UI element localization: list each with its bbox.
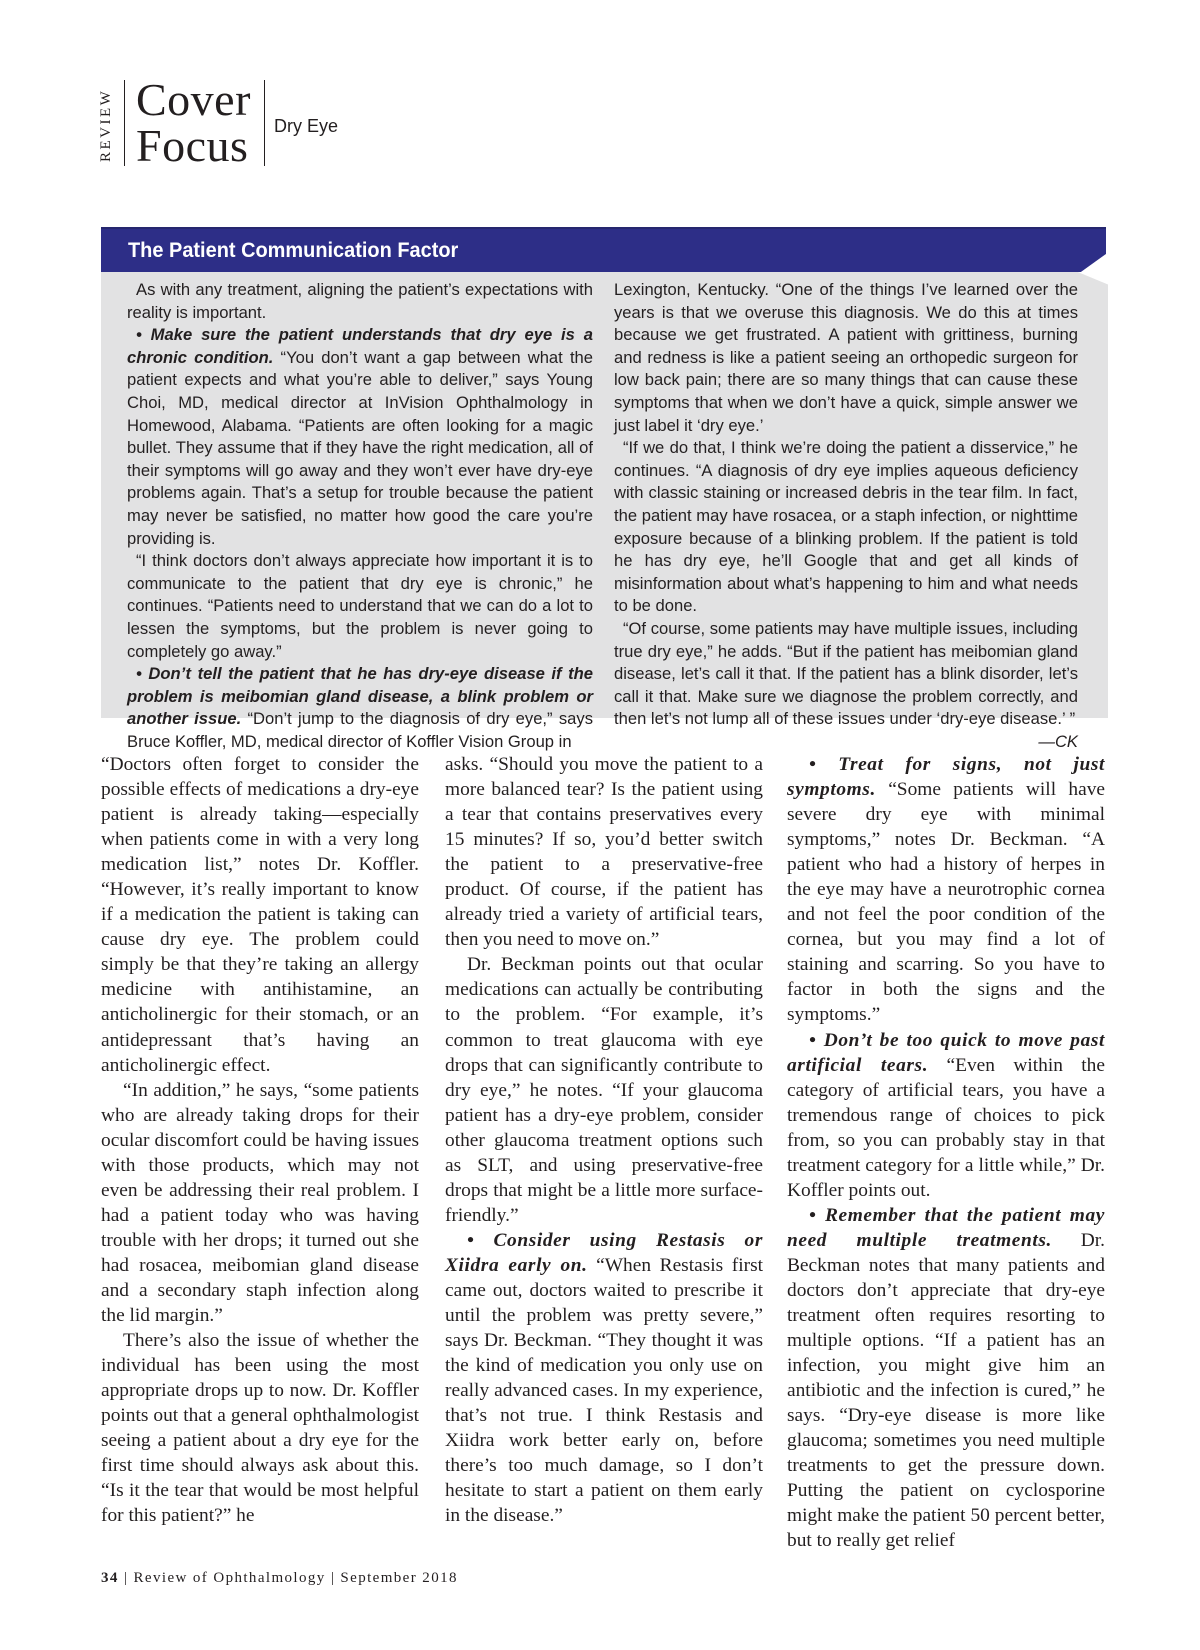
body-column-3	[787, 752, 1105, 1554]
sidebar-paragraph-body: “You don’t want a gap between what the patient expects and what you’re able to deliver,” says Young Choi, MD, medical director at InVision Ophthalmology in Homewood, Alabama. “Patients are often looking for a magic bullet. They assume that if they have the right medication, all of their symptoms will go away and they won’t ever have dry-eye problems again. That’s a setup for trouble because the patient may never be satisfied, no matter how good the care you’re providing is.	[127, 347, 594, 548]
body-paragraph: asks. “Should you move the patient to a more balanced tear? Is the patient using a tear that contains preservatives every 15 minutes? If so, you’d better switch the patient to a preservative-free product. Of course, if the patient has already tried a variety of artificial tears, then you need to move on.”	[445, 754, 763, 951]
sidebar-paragraph: “I think doctors don’t always appreciate how important it is to communicate to the patient that dry eye is chronic,” he continues. “Patients need to understand that we can do a lot to lessen the symptoms, but the problem is never going to completely go away.”	[127, 551, 593, 661]
sidebar-paragraph-body: “Don’t jump to the diagnosis of dry eye,” says Bruce Koffler, MD, medical director of Koffler Vision Group in	[127, 709, 593, 751]
sidebar-lead: • Don’t tell the patient that he has dry-eye disease if the problem is meibomian gland disease, a blink problem or another issue.	[127, 664, 593, 729]
sidebar-paragraph	[127, 663, 593, 753]
body-lead: • Don’t be too quick to move past artificial tears.	[787, 1029, 1105, 1076]
body-paragraph: There’s also the issue of whether the individual has been using the most appropriate drops up to now. Dr. Koffler points out that a general ophthalmologist seeing a patient about a dry eye for the first time should always ask about this. “Is it the tear that would be most helpful for this patient?” he	[101, 1330, 419, 1527]
body-paragraph: Dr. Beckman points out that ocular medications can actually be contributing to the problem. “For example, it’s common to treat glaucoma with eye drops that can significantly contribute to dry eye,” he notes. “If your glaucoma patient has a dry-eye problem, consider other glaucoma treatment options such as SLT, and using preservative-free drops that might be a little more surface-friendly.”	[445, 954, 763, 1226]
body-column-1	[101, 752, 419, 1528]
body-paragraph	[787, 1028, 1105, 1203]
sidebar-lead: • Make sure the patient understands that dry eye is a chronic condition.	[127, 325, 593, 367]
page-number: 34	[101, 1570, 119, 1586]
sidebar-signature: —CK	[1038, 731, 1078, 751]
sidebar-column-left	[127, 279, 593, 753]
sidebar-paragraph	[127, 324, 593, 550]
sidebar-paragraph: “If we do that, I think we’re doing the patient a disservice,” he continues. “A diagnosis of dry eye implies aqueous deficiency with classic staining or increased debris in the tear film. In fact, the patient may have rosacea, or a staph infection, or nighttime exposure because of a blinking problem. If the patient is told he has dry eye, he’ll Google that and get all kinds of misinformation about what’s happening to him and what needs to be done.	[614, 438, 1078, 616]
footer-text: | Review of Ophthalmology | September 2018	[118, 1570, 458, 1586]
sidebar-paragraph: Lexington, Kentucky. “One of the things I’ve learned over the years is that we overuse this diagnosis. We do this at times because we get frustrated. A patient with grittiness, burning and redness is like a patient seeing an orthopedic surgeon for low back pain; there are so many things that can cause these symptoms that when we don’t have a quick, simple answer we just label it ‘dry eye.’	[614, 280, 1078, 435]
body-paragraph: “In addition,” he says, “some patients who are already taking drops for their ocular discomfort could be having issues with those products, which may not even be addressing their real problem. I had a patient today who was having trouble with her drops; it turned out she had rosacea, meibomian gland disease and a secondary staph infection along the lid margin.”	[101, 1079, 419, 1327]
sidebar-paragraph: “Of course, some patients may have multiple issues, including true dry eye,” he adds. “But if the patient has meibomian gland disease, let’s call it that. If the patient has a blink disorder, let’s call it that. Make sure we diagnose the problem correctly, and then let’s not lump all of these issues under ‘dry-eye disease.’ ”	[614, 618, 1078, 729]
sidebar-title: The Patient Communication Factor	[128, 239, 459, 262]
body-paragraph-body: Dr. Beckman notes that many patients and doctors don’t appreciate that dry-eye treatment often requires resorting to multiple options. “If a patient has an infection, you might give him an antibiotic and the infection is cured,” he says. “Dry-eye disease is more like glaucoma; sometimes you need multiple treatments to get the pressure down. Putting the patient on cyclosporine might make the patient 50 percent better, but to really get relief	[787, 1229, 1105, 1552]
sidebar-title-band-edge	[101, 227, 1106, 229]
header-title-line1: Cover	[136, 74, 251, 125]
header-topic: Dry Eye	[274, 116, 339, 136]
body-paragraph	[787, 1203, 1105, 1554]
body-lead: • Consider using Restasis or Xiidra early on.	[445, 1229, 763, 1276]
page-footer	[101, 1570, 458, 1587]
body-column-2	[445, 752, 763, 1528]
body-lead: • Remember that the patient may need multiple treatments.	[787, 1204, 1105, 1251]
body-paragraph: “Doctors often forget to consider the possible effects of medications a dry-eye patient is already taking—especially when patients come in with a very long medication list,” notes Dr. Koffler. “However, it’s really important to know if a medication the patient is taking can cause dry eye. The problem could simply be that they’re taking an allergy medicine with antihistamine, an anticholinergic for their stomach, or an antidepressant that’s having an anticholinergic effect.	[101, 754, 419, 1076]
section-label: REVIEW	[98, 88, 114, 162]
header-title-line2: Focus	[136, 120, 249, 171]
header-divider	[264, 80, 265, 166]
body-lead: • Treat for signs, not just symptoms.	[787, 754, 1105, 801]
header-divider	[124, 80, 125, 166]
body-paragraph	[787, 752, 1105, 1028]
body-paragraph-body: “Some patients will have severe dry eye with minimal symptoms,” notes Dr. Beckman. “A patient who had a history of herpes in the eye may have a neurotrophic cornea and not feel the poor condition of the cornea, but you may find a lot of staining and scarring. So you have to factor in both the signs and the symptoms.”	[787, 779, 1105, 1026]
body-paragraph-body: “Even within the category of artificial tears, you have a tremendous range of choices to pick from, so you can probably stay in that treatment category for a little while,” Dr. Koffler points out.	[787, 1054, 1105, 1201]
sidebar-paragraph: As with any treatment, aligning the patient’s expectations with reality is important.	[127, 280, 593, 322]
sidebar-column-right	[614, 279, 1078, 753]
body-paragraph-body: “When Restasis first came out, doctors waited to prescribe it until the problem was pretty severe,” says Dr. Beckman. “They thought it was the kind of medication you only use on really advanced cases. In my experience, that’s not true. I think Restasis and Xiidra work better early on, before there’s too much damage, so I don’t hesitate to start a patient on them early in the disease.”	[445, 1254, 764, 1527]
body-paragraph	[445, 1228, 763, 1529]
